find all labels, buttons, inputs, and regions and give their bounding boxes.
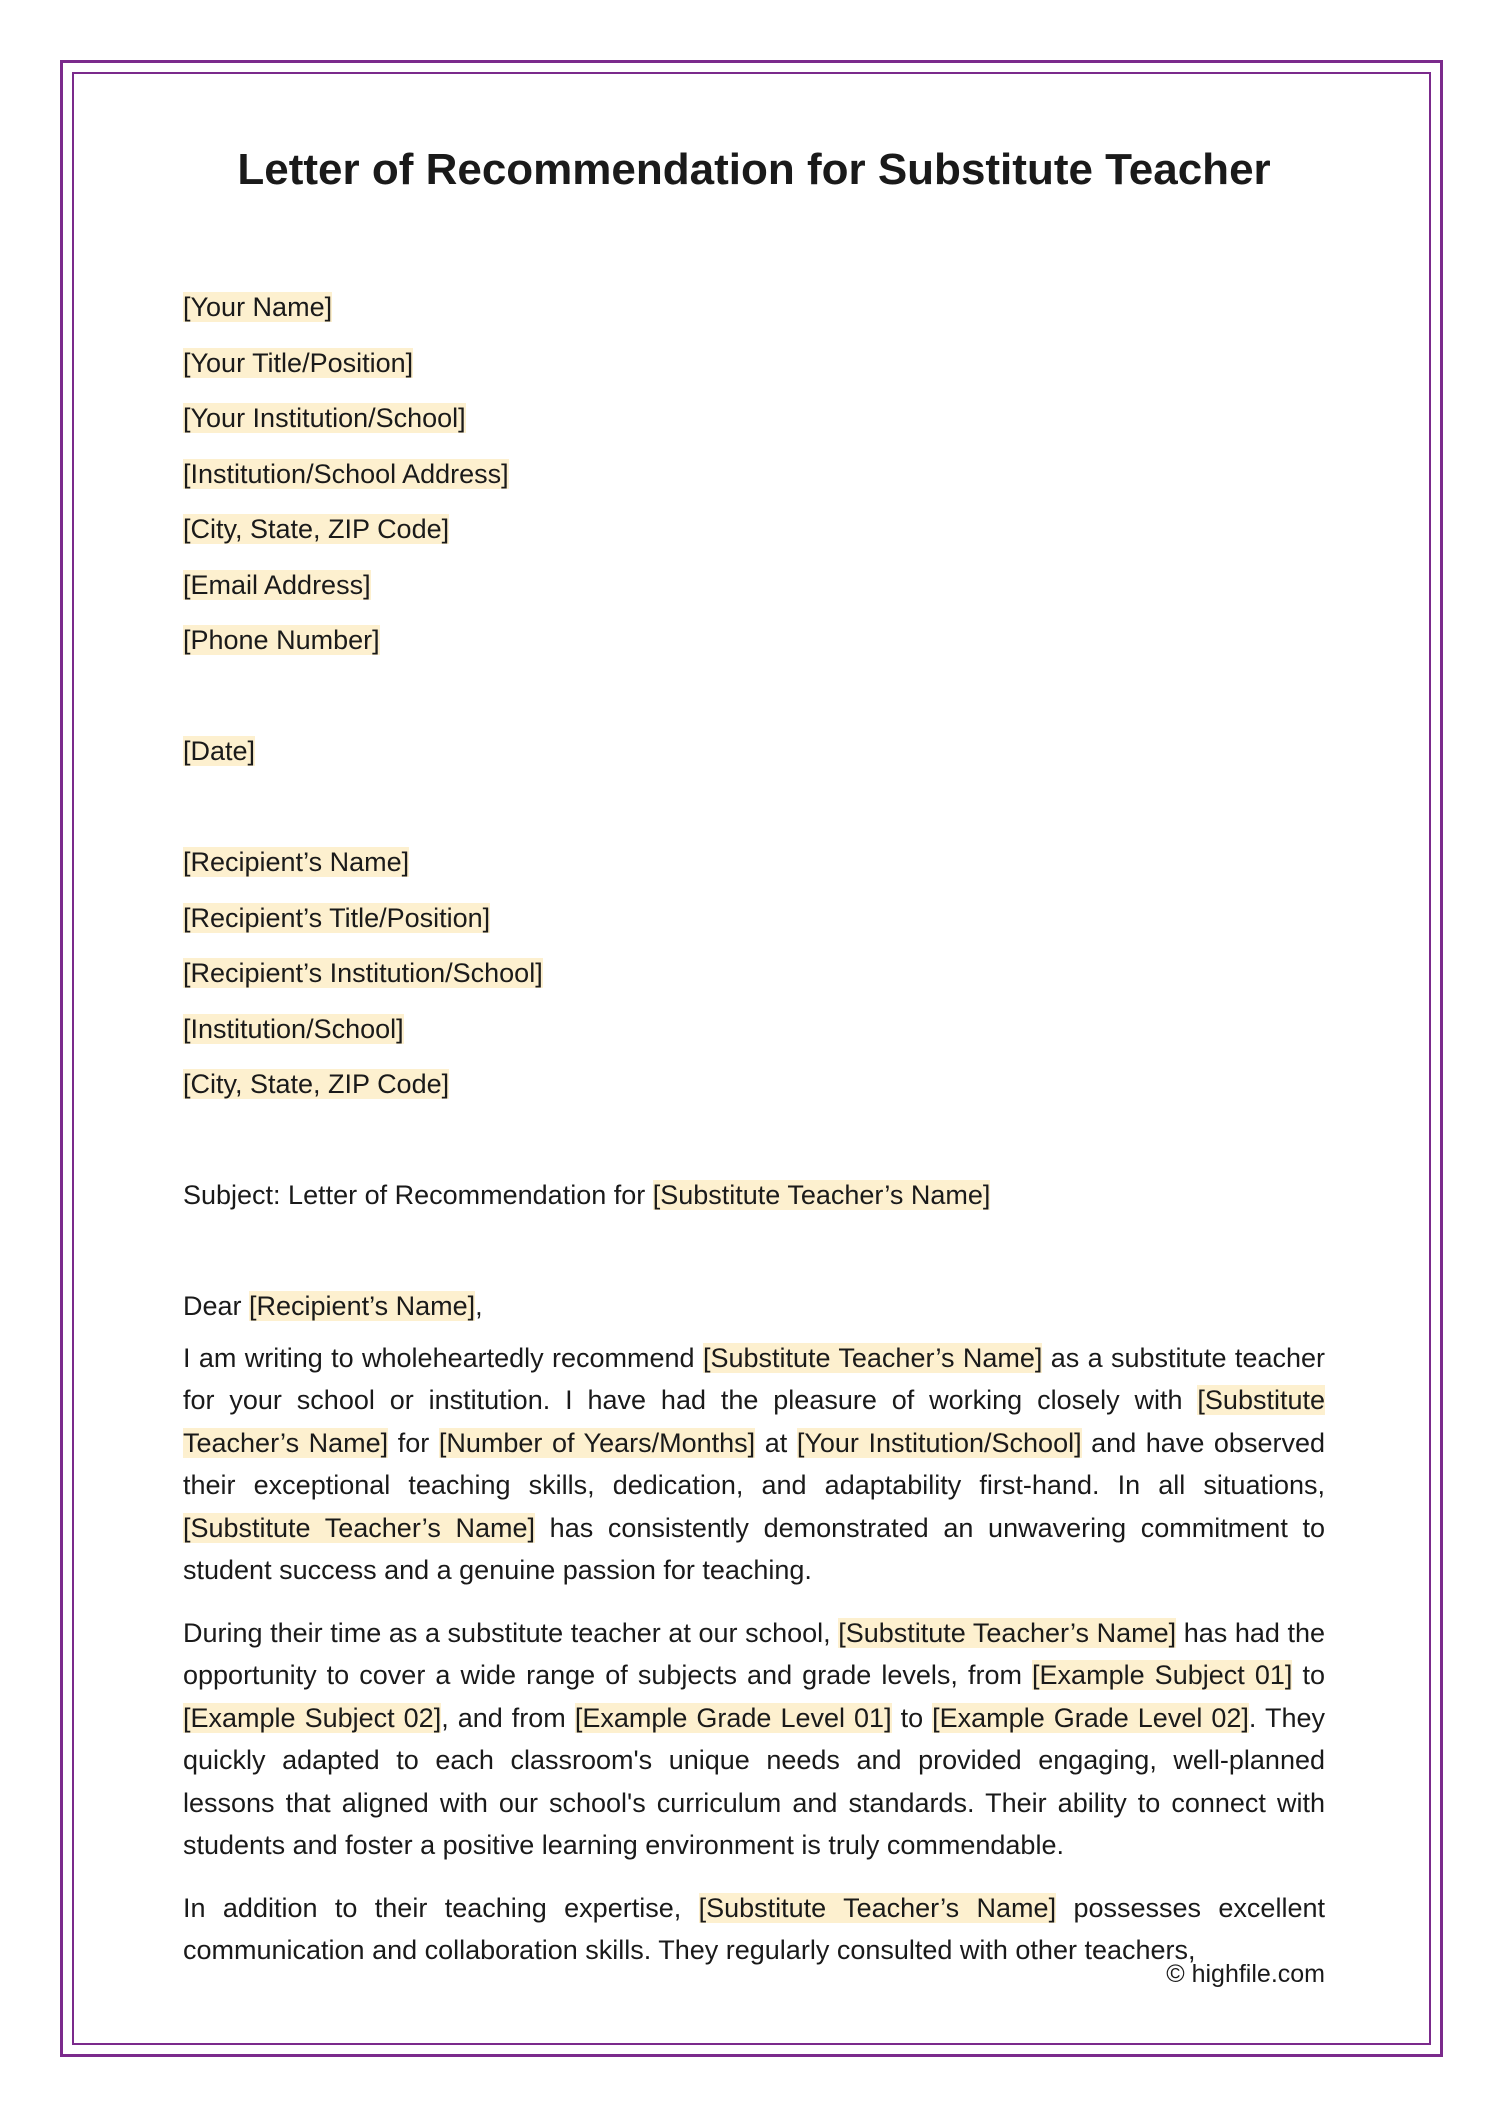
- p1-text: at: [755, 1427, 797, 1458]
- p2-text: has had the opportunity to cover a wide range of subjects and grade levels, from: [183, 1617, 1325, 1690]
- p2-placeholder: [Substitute Teacher’s Name]: [838, 1617, 1177, 1648]
- p1-text: I am writing to wholeheartedly recommend: [183, 1342, 703, 1373]
- footer-credit: © highfile.com: [1166, 1960, 1325, 1988]
- p1-text: and have observed their exceptional teaching skills, dedication, and adaptability first-hand. In all situations,: [183, 1427, 1325, 1500]
- p2-placeholder: [Example Grade Level 01]: [574, 1702, 892, 1733]
- p1-text: has consistently demonstrated an unwavering commitment to student success and a genuine passion for teaching.: [183, 1512, 1325, 1585]
- paragraph-1: [183, 1337, 1325, 1592]
- sender-email: [Email Address]: [183, 569, 371, 600]
- p1-placeholder: [Substitute Teacher’s Name]: [183, 1385, 1325, 1458]
- letter-body: [183, 140, 1325, 1992]
- recipient-city: [City, State, ZIP Code]: [183, 1069, 450, 1099]
- greeting: [183, 1279, 1325, 1335]
- p3-text: possesses excellent communication and collaboration skills. They regularly consulted with other teachers,: [183, 1892, 1325, 1965]
- p1-placeholder: [Your Institution/School]: [796, 1427, 1082, 1458]
- p2-placeholder: [Example Subject 02]: [183, 1702, 442, 1733]
- greeting-name: [Recipient’s Name]: [249, 1291, 476, 1321]
- sender-address: [Institution/School Address]: [183, 458, 509, 489]
- p1-placeholder: [Substitute Teacher’s Name]: [702, 1342, 1043, 1373]
- sender-city: [City, State, ZIP Code]: [183, 514, 450, 544]
- subject-prefix: Subject: Letter of Recommendation for: [183, 1180, 653, 1210]
- sender-name: [Your Name]: [183, 292, 333, 322]
- p2-placeholder: [Example Grade Level 02]: [932, 1702, 1249, 1733]
- greeting-suffix: ,: [475, 1291, 483, 1321]
- recipient-school: [Institution/School]: [183, 1013, 404, 1044]
- sender-phone: [Phone Number]: [183, 625, 380, 655]
- letter-date: [Date]: [183, 736, 256, 766]
- p2-text: . They quickly adapted to each classroom's unique needs and provided engaging, well-planned lessons that aligned with our school's curriculum and standards. Their ability to connect with students and foster a positive learning environment is truly commendable.: [183, 1702, 1325, 1860]
- p2-text: During their time as a substitute teacher at our school,: [183, 1617, 839, 1648]
- greeting-prefix: Dear: [183, 1291, 250, 1321]
- subject-line: [183, 1168, 1325, 1224]
- sender-title: [Your Title/Position]: [183, 347, 414, 378]
- p1-text: for: [388, 1427, 439, 1458]
- p2-text: to: [1292, 1660, 1325, 1690]
- paragraph-3: [183, 1887, 1325, 1972]
- paragraph-2: [183, 1612, 1325, 1867]
- recipient-block: [183, 835, 1325, 1113]
- p2-text: to: [891, 1702, 933, 1733]
- p3-placeholder: [Substitute Teacher’s Name]: [698, 1892, 1057, 1923]
- p2-placeholder: [Example Subject 01]: [1032, 1660, 1293, 1690]
- page-title: Letter of Recommendation for Substitute Teacher: [237, 145, 1271, 194]
- p1-placeholder: [Number of Years/Months]: [438, 1427, 756, 1458]
- p1-text: as a substitute teacher for your school or institution. I have had the pleasure of working closely with: [183, 1342, 1325, 1415]
- recipient-title: [Recipient’s Title/Position]: [183, 902, 491, 933]
- sender-institution: [Your Institution/School]: [183, 403, 466, 433]
- recipient-institution: [Recipient’s Institution/School]: [183, 958, 543, 988]
- subject-name: [Substitute Teacher’s Name]: [652, 1180, 991, 1210]
- recipient-name: [Recipient’s Name]: [183, 847, 410, 877]
- sender-block: [183, 280, 1325, 669]
- p1-placeholder: [Substitute Teacher’s Name]: [183, 1512, 536, 1543]
- p3-text: In addition to their teaching expertise,: [183, 1892, 699, 1923]
- p2-text: , and from: [441, 1702, 575, 1733]
